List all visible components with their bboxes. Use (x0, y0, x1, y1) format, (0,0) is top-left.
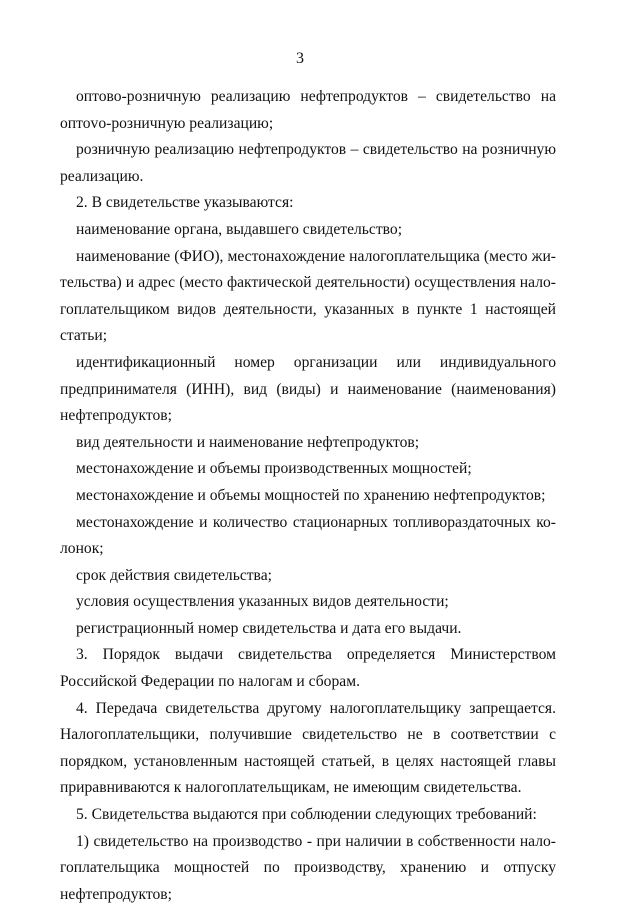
document-body (60, 84, 556, 908)
paragraph: вид деятельности и наименование нефтепродуктов; (76, 433, 420, 451)
paragraph: оптово-розничную реализацию нефтепродуктов – свидетельство на оптоvo-розничную реализацию; (60, 88, 556, 132)
paragraph: наименование (ФИО), местонахождение налогоплательщика (место жительства) и адрес (место фактической деятельности) осуществления налогоплательщиком видов деятельности, указанных в пункте 1 настоящей статьи; (60, 247, 556, 345)
paragraph: местонахождение и объемы мощностей по хранению нефтепродуктов; (76, 486, 546, 504)
paragraph: условия осуществления указанных видов деятельности; (76, 593, 449, 611)
paragraph: 1) свидетельство на производство - при наличии в собственности налогоплательщика мощностей по производству, хранению и отпуску нефтепродуктов; (60, 832, 556, 903)
page-number: 3 (296, 50, 304, 67)
paragraph: местонахождение и количество стационарных топливораздаточных колонок; (60, 513, 556, 558)
paragraph: 3. Порядок выдачи свидетельства определяется Министерством Российской Федерации по налогам и сборам. (60, 646, 556, 691)
paragraph: наименование органа, выдавшего свидетельство; (76, 220, 403, 238)
paragraph: 2. В свидетельстве указываются: (76, 194, 294, 212)
paragraph: местонахождение и объемы производственных мощностей; (76, 460, 472, 478)
paragraph: розничную реализацию нефтепродуктов – свидетельство на розничную реализацию. (60, 141, 556, 185)
paragraph: 5. Свидетельства выдаются при соблюдении следующих требований: (76, 806, 537, 824)
paragraph: регистрационный номер свидетельства и дата его выдачи. (76, 619, 462, 637)
paragraph: срок действия свидетельства; (76, 566, 272, 584)
paragraph: 4. Передача свидетельства другому налогоплательщику запрещается. Налогоплательщики, получившие свидетельство не в соответствии с порядком, установленным настоящей статьей, в целях настоящей главы приравниваются к налогоплательщикам, не имеющим свидетельства. (60, 699, 556, 797)
paragraph: идентификационный номер организации или индивидуального предпринимателя (ИНН), вид (виды) и наименование (наименования) нефтепродуктов; (60, 353, 556, 425)
